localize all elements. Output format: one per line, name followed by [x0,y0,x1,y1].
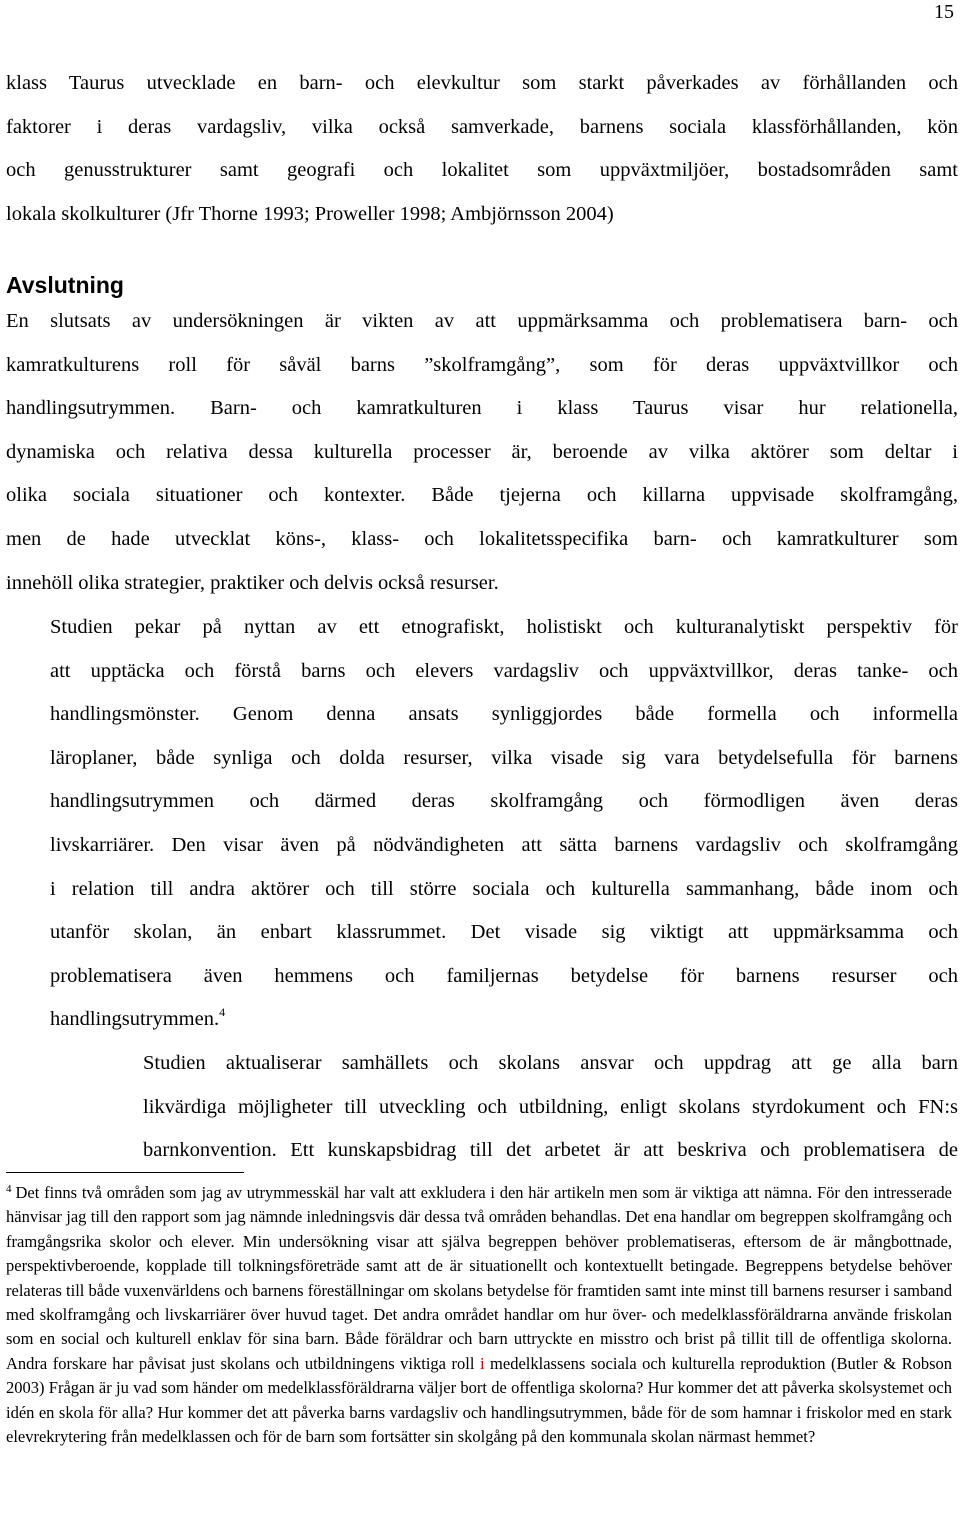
footnote-divider [6,1172,244,1173]
text-line: handlingsmönster. Genom denna ansats synliggjordes både formella och informella [50,703,958,726]
footnote-text-continued: medelklassens sociala och kulturella reproduktion (Butler & Robson 2003) Frågan är ju vad som händer om medelklassföräldrarna väljer bort de offentliga skolorna? Hur kommer det att påverka skolsystemet och idén en skola för alla? Hur kommer det att påverka barns vardagsliv och handlingsutrymmen, både för de som hamnar i friskolor med en stark elevrekrytering från medelklassen och för de barn som fortsätter sin skolgång på den kommunala skolan närmast hemmet? [6,1353,953,1447]
text-line: utanför skolan, än enbart klassrummet. Det visade sig viktigt att uppmärksamma och [50,921,958,944]
text-line: barnkonvention. Ett kunskapsbidrag till det arbetet är att beskriva och problematisera de [143,1139,958,1162]
text-line: klass Taurus utvecklade en barn- och elevkultur som starkt påverkades av förhållanden och [6,72,958,94]
text-line: men de hade utvecklat köns-, klass- och lokalitetsspecifika barn- och kamratkulturer som [6,527,958,550]
paragraph-continued [6,62,958,236]
text-line: dynamiska och relativa dessa kulturella processer är, beroende av vilka aktörer som deltar i [6,440,958,463]
text-line: faktorer i deras vardagsliv, vilka också samverkade, barnens sociala klassförhållanden, kön [6,115,958,138]
text-line: att upptäcka och förstå barns och elevers vardagsliv och uppväxtvillkor, deras tanke- och [50,659,958,682]
footnote-reference[interactable]: 4 [219,1005,226,1020]
section-heading: Avslutning [6,272,124,298]
footnote-highlighted-word: i [479,1353,485,1373]
text-line: handlingsutrymmen. Barn- och kamratkulturen i klass Taurus visar hur relationella, [6,397,958,420]
text-line: i relation till andra aktörer och till större sociala och kulturella sammanhang, både inom och [50,877,958,900]
text-line: likvärdiga möjligheter till utveckling och utbildning, enligt skolans styrdokument och FN:s [143,1095,958,1118]
text-line: kamratkulturens roll för såväl barns ”skolframgång”, som för deras uppväxtvillkor och [6,353,958,376]
paragraph-conclusion [6,300,958,605]
text-line: problematisera även hemmens och familjernas betydelse för barnens resurser och [50,964,958,987]
paragraph-responsibility [6,1042,958,1173]
text-line [6,998,958,1042]
footnote-marker: 4 [6,1183,12,1195]
footnote [6,1181,952,1449]
page-number: 15 [934,1,954,23]
text-line: och genusstrukturer samt geografi och lokalitet som uppväxtmiljöer, bostadsområden samt [6,159,958,182]
text-line: lokala skolkulturer (Jfr Thorne 1993; Proweller 1998; Ambjörnsson 2004) [6,202,614,225]
text-line: innehöll olika strategier, praktiker och delvis också resurser. [6,571,499,594]
text-line: Studien pekar på nyttan av ett etnografiskt, holistiskt och kulturanalytiskt perspektiv för [50,616,958,638]
paragraph-study-perspective [6,606,958,1042]
text-line: läroplaner, både synliga och dolda resurser, vilka visade sig vara betydelsefulla för barnens [50,746,958,769]
footnote-text: Det finns två områden som jag av utrymmesskäl har valt att exkludera i den här artikeln men som är viktiga att nämna. För den intresserade hänvisar jag till den rapport som jag nämnde inledningsvis där dessa två områden behandlas. Det ena handlar om begreppen skolframgång och framgångsrika skolor och elever. Min undersökning visar att själva begreppen behöver problematiseras, eftersom de är mångbottnade, perspektivberoende, kopplade till tolkningsföreträde samt att de är situationellt och kontextuellt betingade. Begreppens betydelse behöver relateras till både vuxenvärldens och barnens föreställningar om skolans betydelse för framtiden samt inte minst till barnens resurser i samband med skolframgång och livskarriärer över huvud taget. Det andra området handlar om hur över- och medelklassföräldrarna använde friskolan som en social och kulturell enklav för sina barn. Både föräldrar och barn uttryckte en misstro och brist på tillit till de offentliga skolorna. Andra forskare har påvisat just skolans och utbildningens viktiga roll [6,1183,952,1373]
text-line: livskarriärer. Den visar även på nödvändigheten att sätta barnens vardagsliv och skolframgång [50,833,958,856]
text-line-end: handlingsutrymmen. [50,1008,220,1031]
text-line: Studien aktualiserar samhällets och skolans ansvar och uppdrag att ge alla barn [143,1052,958,1074]
text-line: handlingsutrymmen och därmed deras skolframgång och förmodligen även deras [50,790,958,813]
text-line: En slutsats av undersökningen är vikten av att uppmärksamma och problematisera barn- och [6,310,958,332]
text-line: olika sociala situationer och kontexter. Både tjejerna och killarna uppvisade skolframgång, [6,484,958,507]
